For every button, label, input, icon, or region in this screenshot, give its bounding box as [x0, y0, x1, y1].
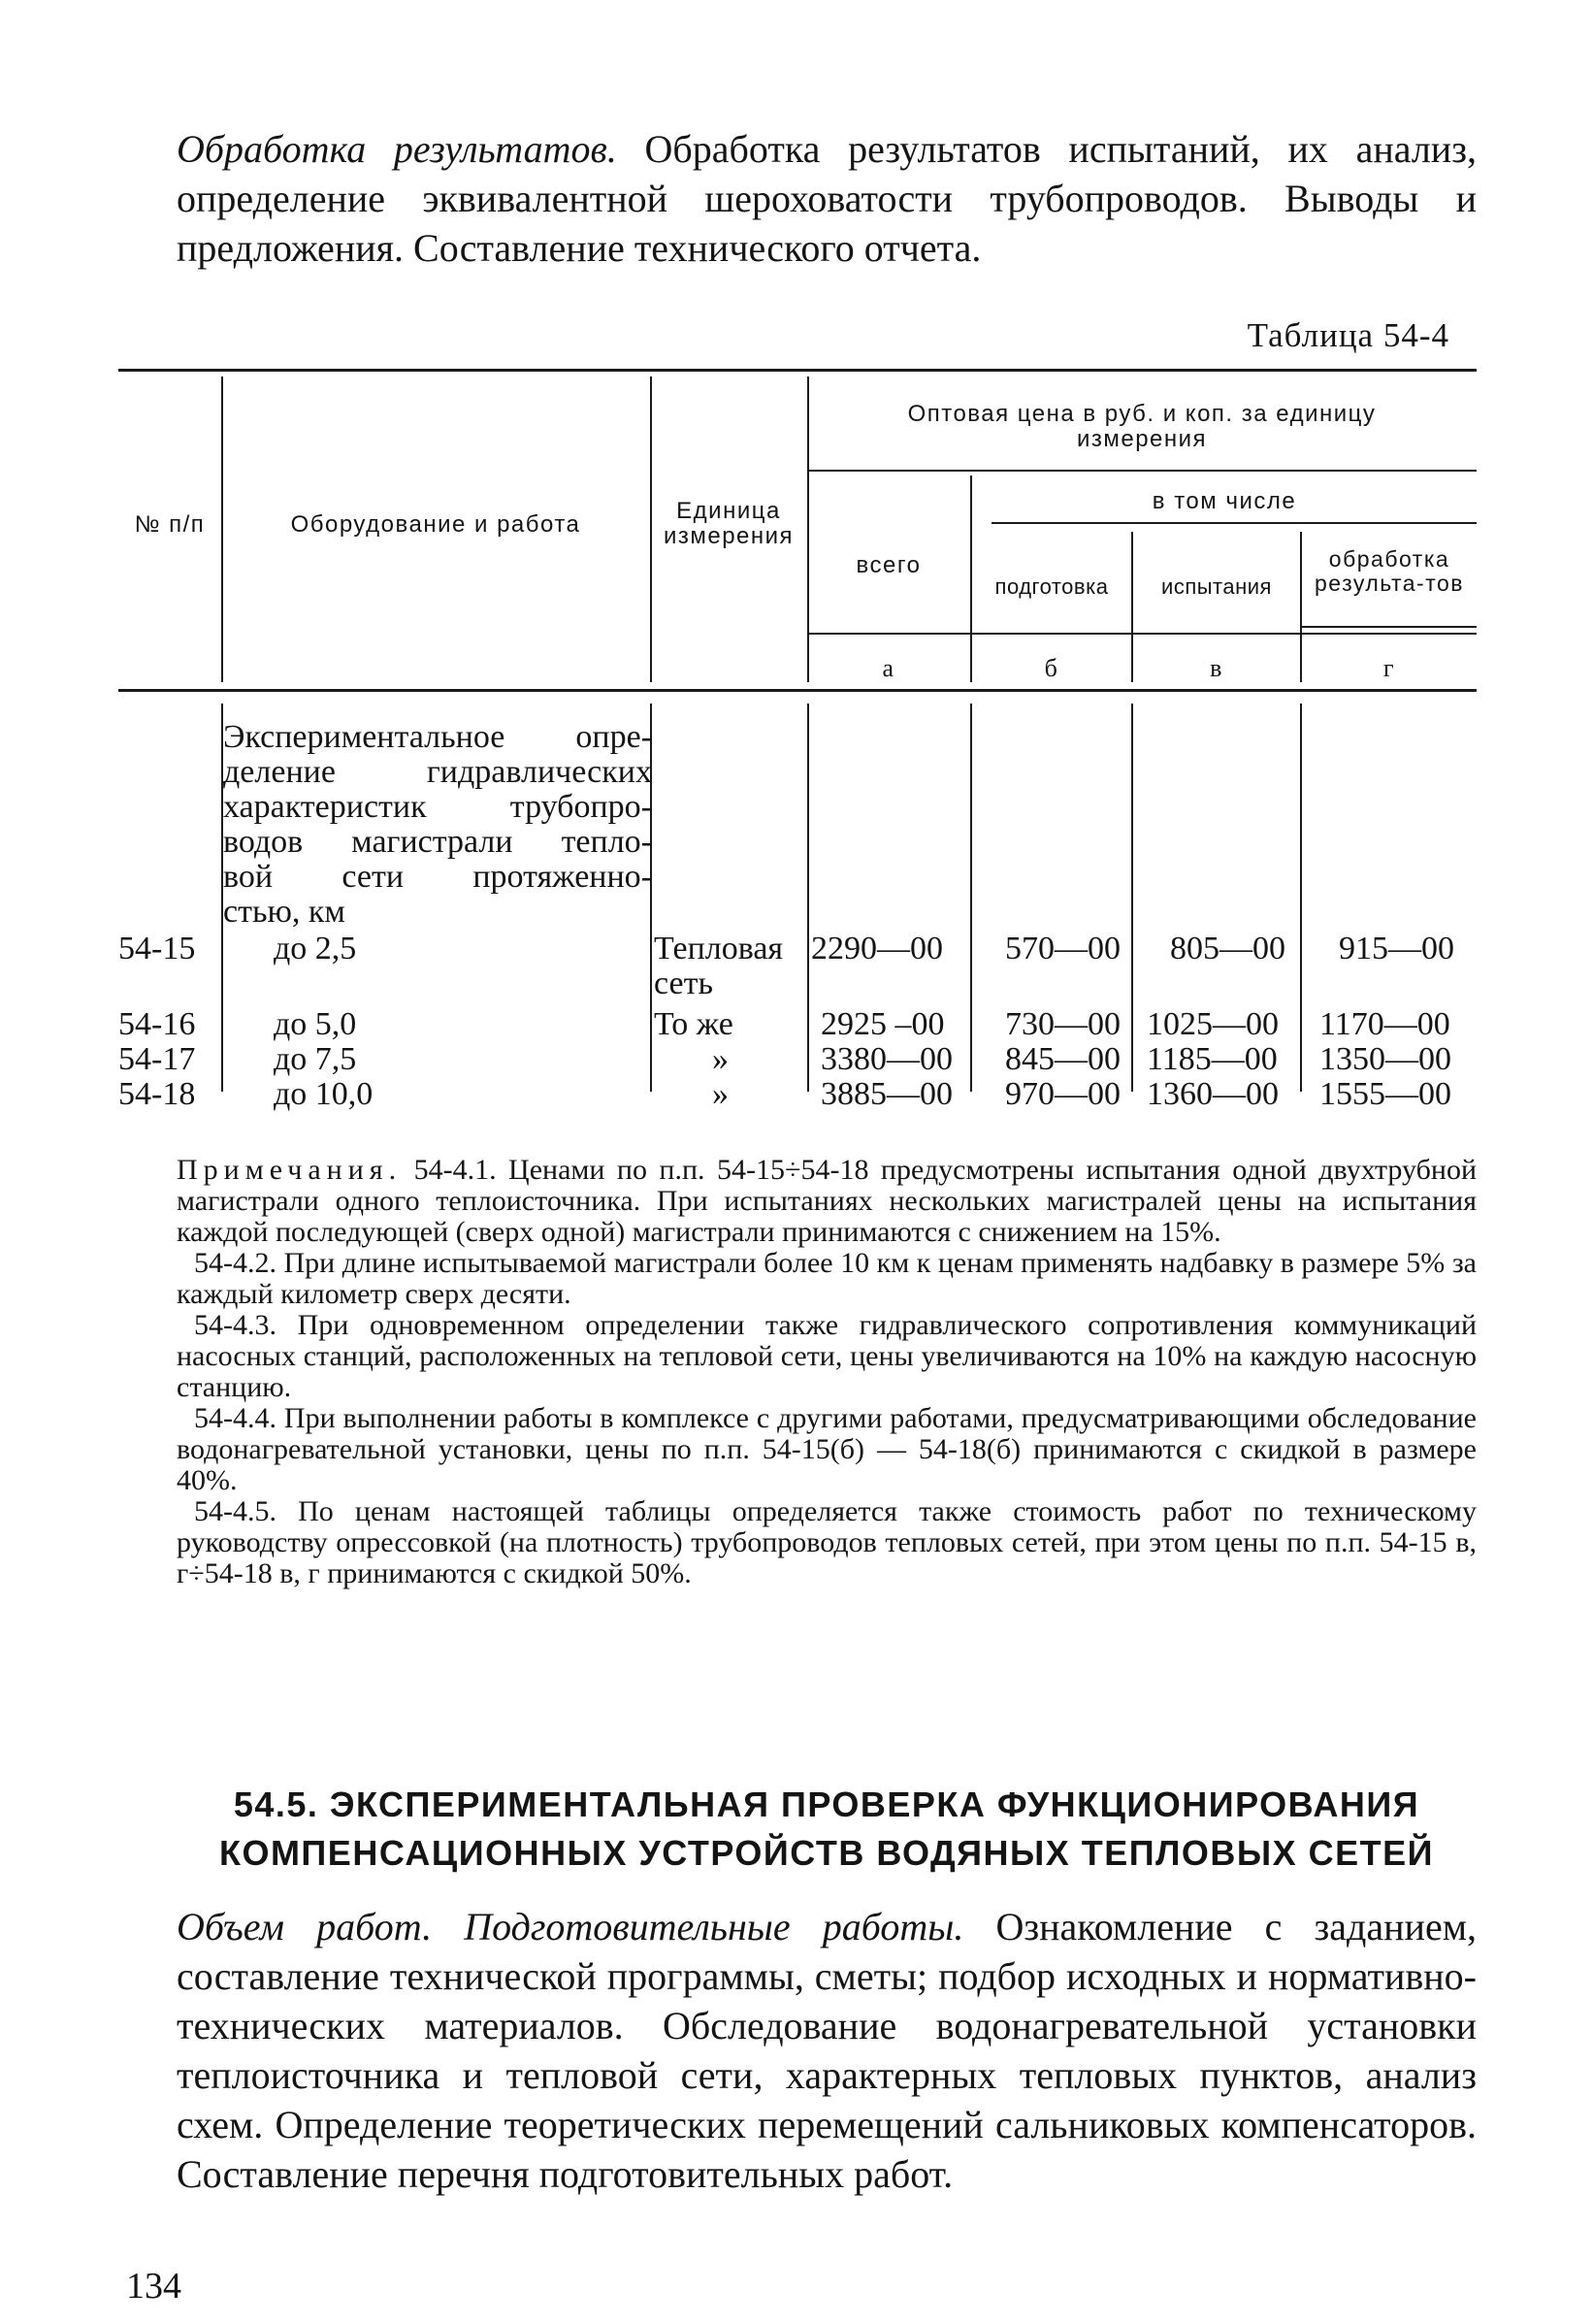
header-including: в том числе [1152, 488, 1297, 514]
row-54-18-total: 3885—00 [821, 1076, 953, 1112]
desc-line: деление гидравлических [223, 754, 652, 790]
section-paragraph [177, 1902, 1477, 2199]
vrule-body-total [970, 704, 972, 1092]
row-54-18-num: 54-18 [118, 1076, 196, 1112]
desc-line: водов магистрали тепло- [223, 824, 652, 860]
page-number: 134 [126, 2266, 181, 2307]
row-54-15-num: 54-15 [118, 931, 196, 966]
header-prep: подготовка [994, 574, 1109, 599]
letter-b: б [1044, 654, 1059, 682]
note-3: 54-4.3. При одновременном определении также гидравлического сопротивления коммуникаций насосных станций, расположенных на тепловой сети, цены увеличиваются на 10% на каждую насосную станцию. [177, 1309, 1477, 1403]
row-54-15-total: 2290—00 [811, 931, 943, 966]
work-description [223, 720, 652, 930]
section-lead: Объем работ. Подготовительные работы. [177, 1905, 964, 1948]
letter-a: а [882, 654, 895, 682]
header-equipment: Оборудование и работа [290, 511, 581, 538]
row-54-16-num: 54-16 [118, 1006, 196, 1042]
row-54-18-prep: 970—00 [1005, 1076, 1121, 1112]
vrule-unit [807, 376, 809, 682]
row-54-18-length: до 10,0 [274, 1076, 374, 1112]
row-54-15-tests: 805—00 [1170, 931, 1285, 966]
header-tests: испытания [1161, 574, 1272, 599]
row-54-15-prep: 570—00 [1005, 931, 1121, 966]
vrule-body-unit [807, 704, 809, 1092]
header-price-group: Оптовая цена в руб. и коп. за единицу измерения [907, 401, 1377, 452]
table-top-rule [118, 369, 1477, 372]
section-text: Ознакомление с заданием, составление технической программы, сметы; подбор исходных и нормативно-технических материалов. Обследование водонагревательной установки теплоисточника и тепловой сети, характерных тепловых пунктов, анализ схем. Определение теоретических перемещений сальниковых компенсаторов. Составление перечня подготовительных работ. [177, 1905, 1478, 2196]
notes-label: Примечания. [177, 1154, 403, 1186]
desc-line: стью, км [223, 894, 345, 930]
letter-g: г [1382, 654, 1396, 682]
row-54-17-length: до 7,5 [274, 1041, 357, 1077]
row-54-16-prep: 730—00 [1005, 1006, 1121, 1042]
letter-v: в [1210, 654, 1223, 682]
row-54-15-length: до 2,5 [274, 931, 357, 966]
price-table [118, 369, 1477, 1112]
table-caption: Таблица 54-4 [1247, 316, 1449, 354]
header-total: всего [856, 552, 922, 578]
section-heading-line-1: 54.5. ЭКСПЕРИМЕНТАЛЬНАЯ ПРОВЕРКА ФУНКЦИОНИРОВАНИЯ [233, 1784, 1420, 1824]
row-54-15-processing: 915—00 [1339, 931, 1454, 966]
intro-paragraph [177, 124, 1477, 273]
row-54-15-unit2: сеть [654, 966, 713, 1001]
row-54-16-total: 2925 –00 [821, 1006, 945, 1042]
note-2: 54-4.2. При длине испытываемой магистрали более 10 км к ценам применять надбавку в размере 5% за каждый километр сверх десяти. [177, 1247, 1477, 1310]
row-54-16-length: до 5,0 [274, 1006, 357, 1042]
table-notes [177, 1155, 1477, 1589]
row-54-15-unit: Тепловая [654, 931, 784, 966]
row-54-17-num: 54-17 [118, 1041, 196, 1077]
row-54-17-total: 3380—00 [821, 1041, 953, 1077]
price-group-rule [807, 470, 1477, 472]
row-54-17-unit: » [712, 1041, 729, 1077]
vrule-body-prep [1131, 704, 1133, 1092]
note-1-text: 54-4.1. Ценами по п.п. 54-15÷54-18 предусмотрены испытания одной двухтрубной магистрали одного теплоисточника. При испытаниях нескольких магистралей цены на испытания каждой последующей (сверх одной) магистрали принимаются с снижением на 15%. [177, 1154, 1478, 1248]
including-rule [992, 522, 1477, 524]
desc-line: Экспериментальное опре- [223, 719, 652, 755]
desc-line: характеристик трубопро- [223, 789, 652, 825]
desc-line: вой сети протяженно- [223, 859, 652, 895]
processing-underline [1302, 626, 1477, 628]
header-processing: обработка результа-тов [1315, 546, 1464, 596]
note-1 [177, 1155, 1477, 1248]
vrule-body-tests [1300, 704, 1302, 1092]
row-54-17-processing: 1350—00 [1319, 1041, 1451, 1077]
note-4: 54-4.4. При выполнении работы в комплексе с другими работами, предусматривающими обследование водонагревательной установки, цены по п.п. 54-15(б) — 54-18(б) принимаются с скидкой в размере 40%. [177, 1402, 1477, 1496]
header-unit: Единица измерения [663, 498, 795, 549]
row-54-17-tests: 1185—00 [1147, 1041, 1278, 1077]
row-54-18-tests: 1360—00 [1147, 1076, 1279, 1112]
section-heading-line-2: КОМПЕНСАЦИОННЫХ УСТРОЙСТВ ВОДЯНЫХ ТЕПЛОВЫХ СЕТЕЙ [218, 1833, 1435, 1873]
row-54-16-unit: То же [654, 1006, 733, 1042]
header-num: № п/п [134, 511, 206, 538]
row-54-17-prep: 845—00 [1005, 1041, 1121, 1077]
row-54-18-processing: 1555—00 [1319, 1076, 1451, 1112]
intro-text: Обработка результатов испытаний, их анализ, определение эквивалентной шероховатости трубопроводов. Выводы и предложения. Составление технического отчета. [177, 127, 1477, 270]
row-54-16-processing: 1170—00 [1319, 1006, 1450, 1042]
section-heading [177, 1781, 1477, 1878]
intro-lead: Обработка результатов. [177, 127, 617, 171]
note-5: 54-4.5. По ценам настоящей таблицы определяется также стоимость работ по техническому руководству опрессовкой (на плотность) трубопроводов тепловых сетей, при этом цены по п.п. 54-15 в, г÷54-18 в, г принимаются с скидкой 50%. [177, 1495, 1477, 1589]
row-54-18-unit: » [712, 1076, 729, 1112]
row-54-16-tests: 1025—00 [1147, 1006, 1279, 1042]
subheader-rule [807, 633, 1477, 635]
header-bottom-rule [118, 689, 1477, 692]
